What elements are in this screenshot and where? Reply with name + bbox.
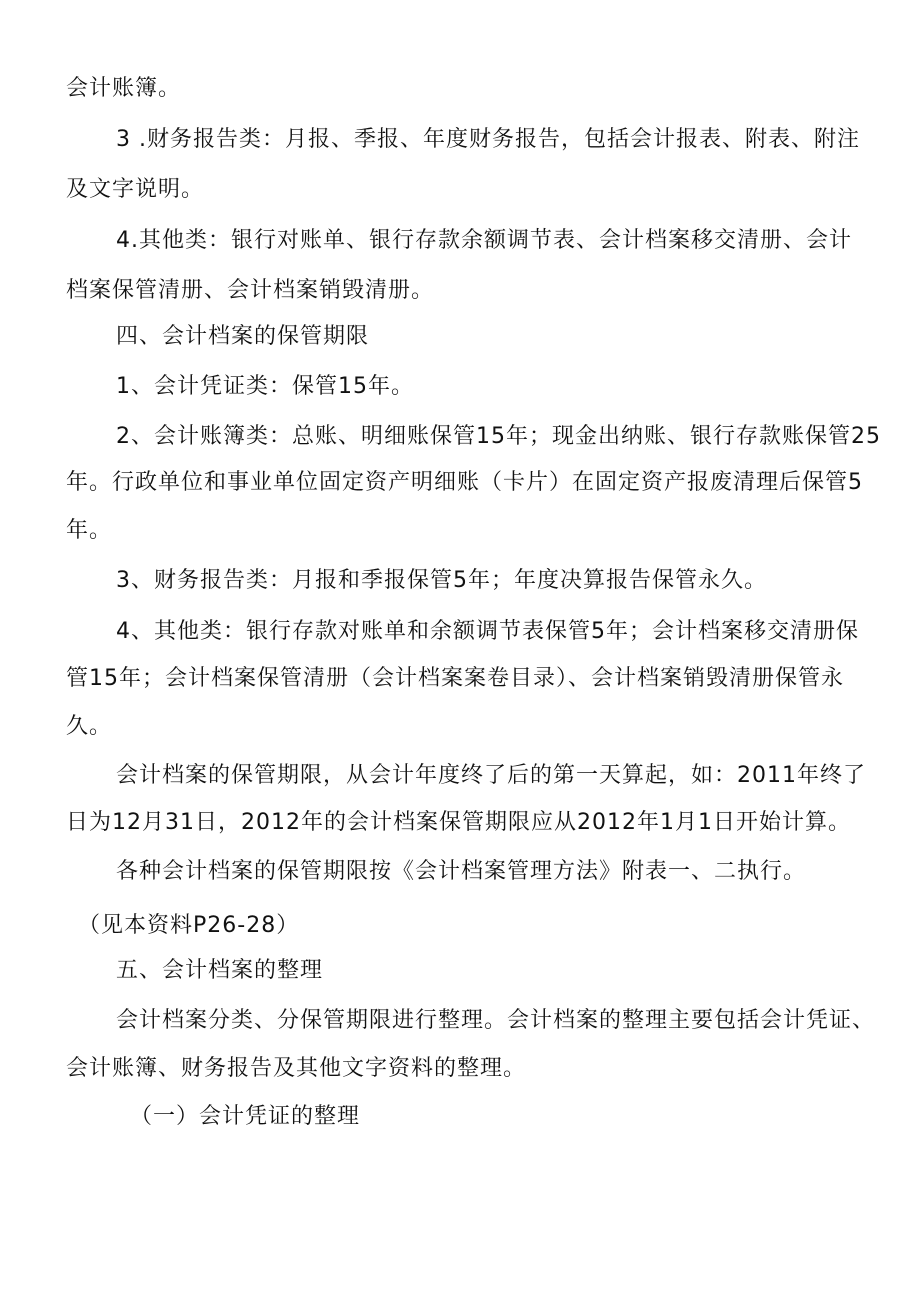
text-line: 4、其他类：银行存款对账单和余额调节表保管5年；会计档案移交清册保: [116, 619, 859, 644]
text-line: 年。: [66, 518, 113, 543]
text-line: 各种会计档案的保管期限按《会计档案管理方法》附表一、二执行。: [116, 859, 807, 884]
text-line: 档案保管清册、会计档案销毁清册。: [66, 278, 435, 303]
section-heading: 五、会计档案的整理: [116, 958, 324, 983]
text-line: 会计账簿。: [66, 76, 182, 101]
subsection-heading: （一）会计凭证的整理: [130, 1104, 361, 1129]
text-line: 3 .财务报告类：月报、季报、年度财务报告，包括会计报表、附表、附注: [116, 127, 860, 152]
section-heading: 四、会计档案的保管期限: [116, 324, 370, 349]
reference-note: （见本资料P26-28）: [78, 913, 300, 938]
text-line: 4.其他类：银行对账单、银行存款余额调节表、会计档案移交清册、会计: [116, 228, 852, 253]
text-line: 管15年；会计档案保管清册（会计档案案卷目录）、会计档案销毁清册保管永: [66, 666, 844, 691]
text-line: 3、财务报告类：月报和季报保管5年；年度决算报告保管永久。: [116, 568, 767, 593]
text-line: 会计账簿、财务报告及其他文字资料的整理。: [66, 1056, 527, 1081]
text-line: 2、会计账簿类：总账、明细账保管15年；现金出纳账、银行存款账保管25: [116, 424, 881, 449]
text-line: 年。行政单位和事业单位固定资产明细账（卡片）在固定资产报废清理后保管5: [66, 470, 863, 495]
text-line: 会计档案分类、分保管期限进行整理。会计档案的整理主要包括会计凭证、: [116, 1008, 876, 1033]
text-line: 久。: [66, 714, 113, 739]
text-line: 1、会计凭证类：保管15年。: [116, 374, 414, 399]
text-line: 及文字说明。: [66, 177, 205, 202]
text-line: 日为12月31日，2012年的会计档案保管期限应从2012年1月1日开始计算。: [66, 810, 851, 835]
text-line: 会计档案的保管期限，从会计年度终了后的第一天算起，如：2011年终了: [116, 763, 866, 788]
